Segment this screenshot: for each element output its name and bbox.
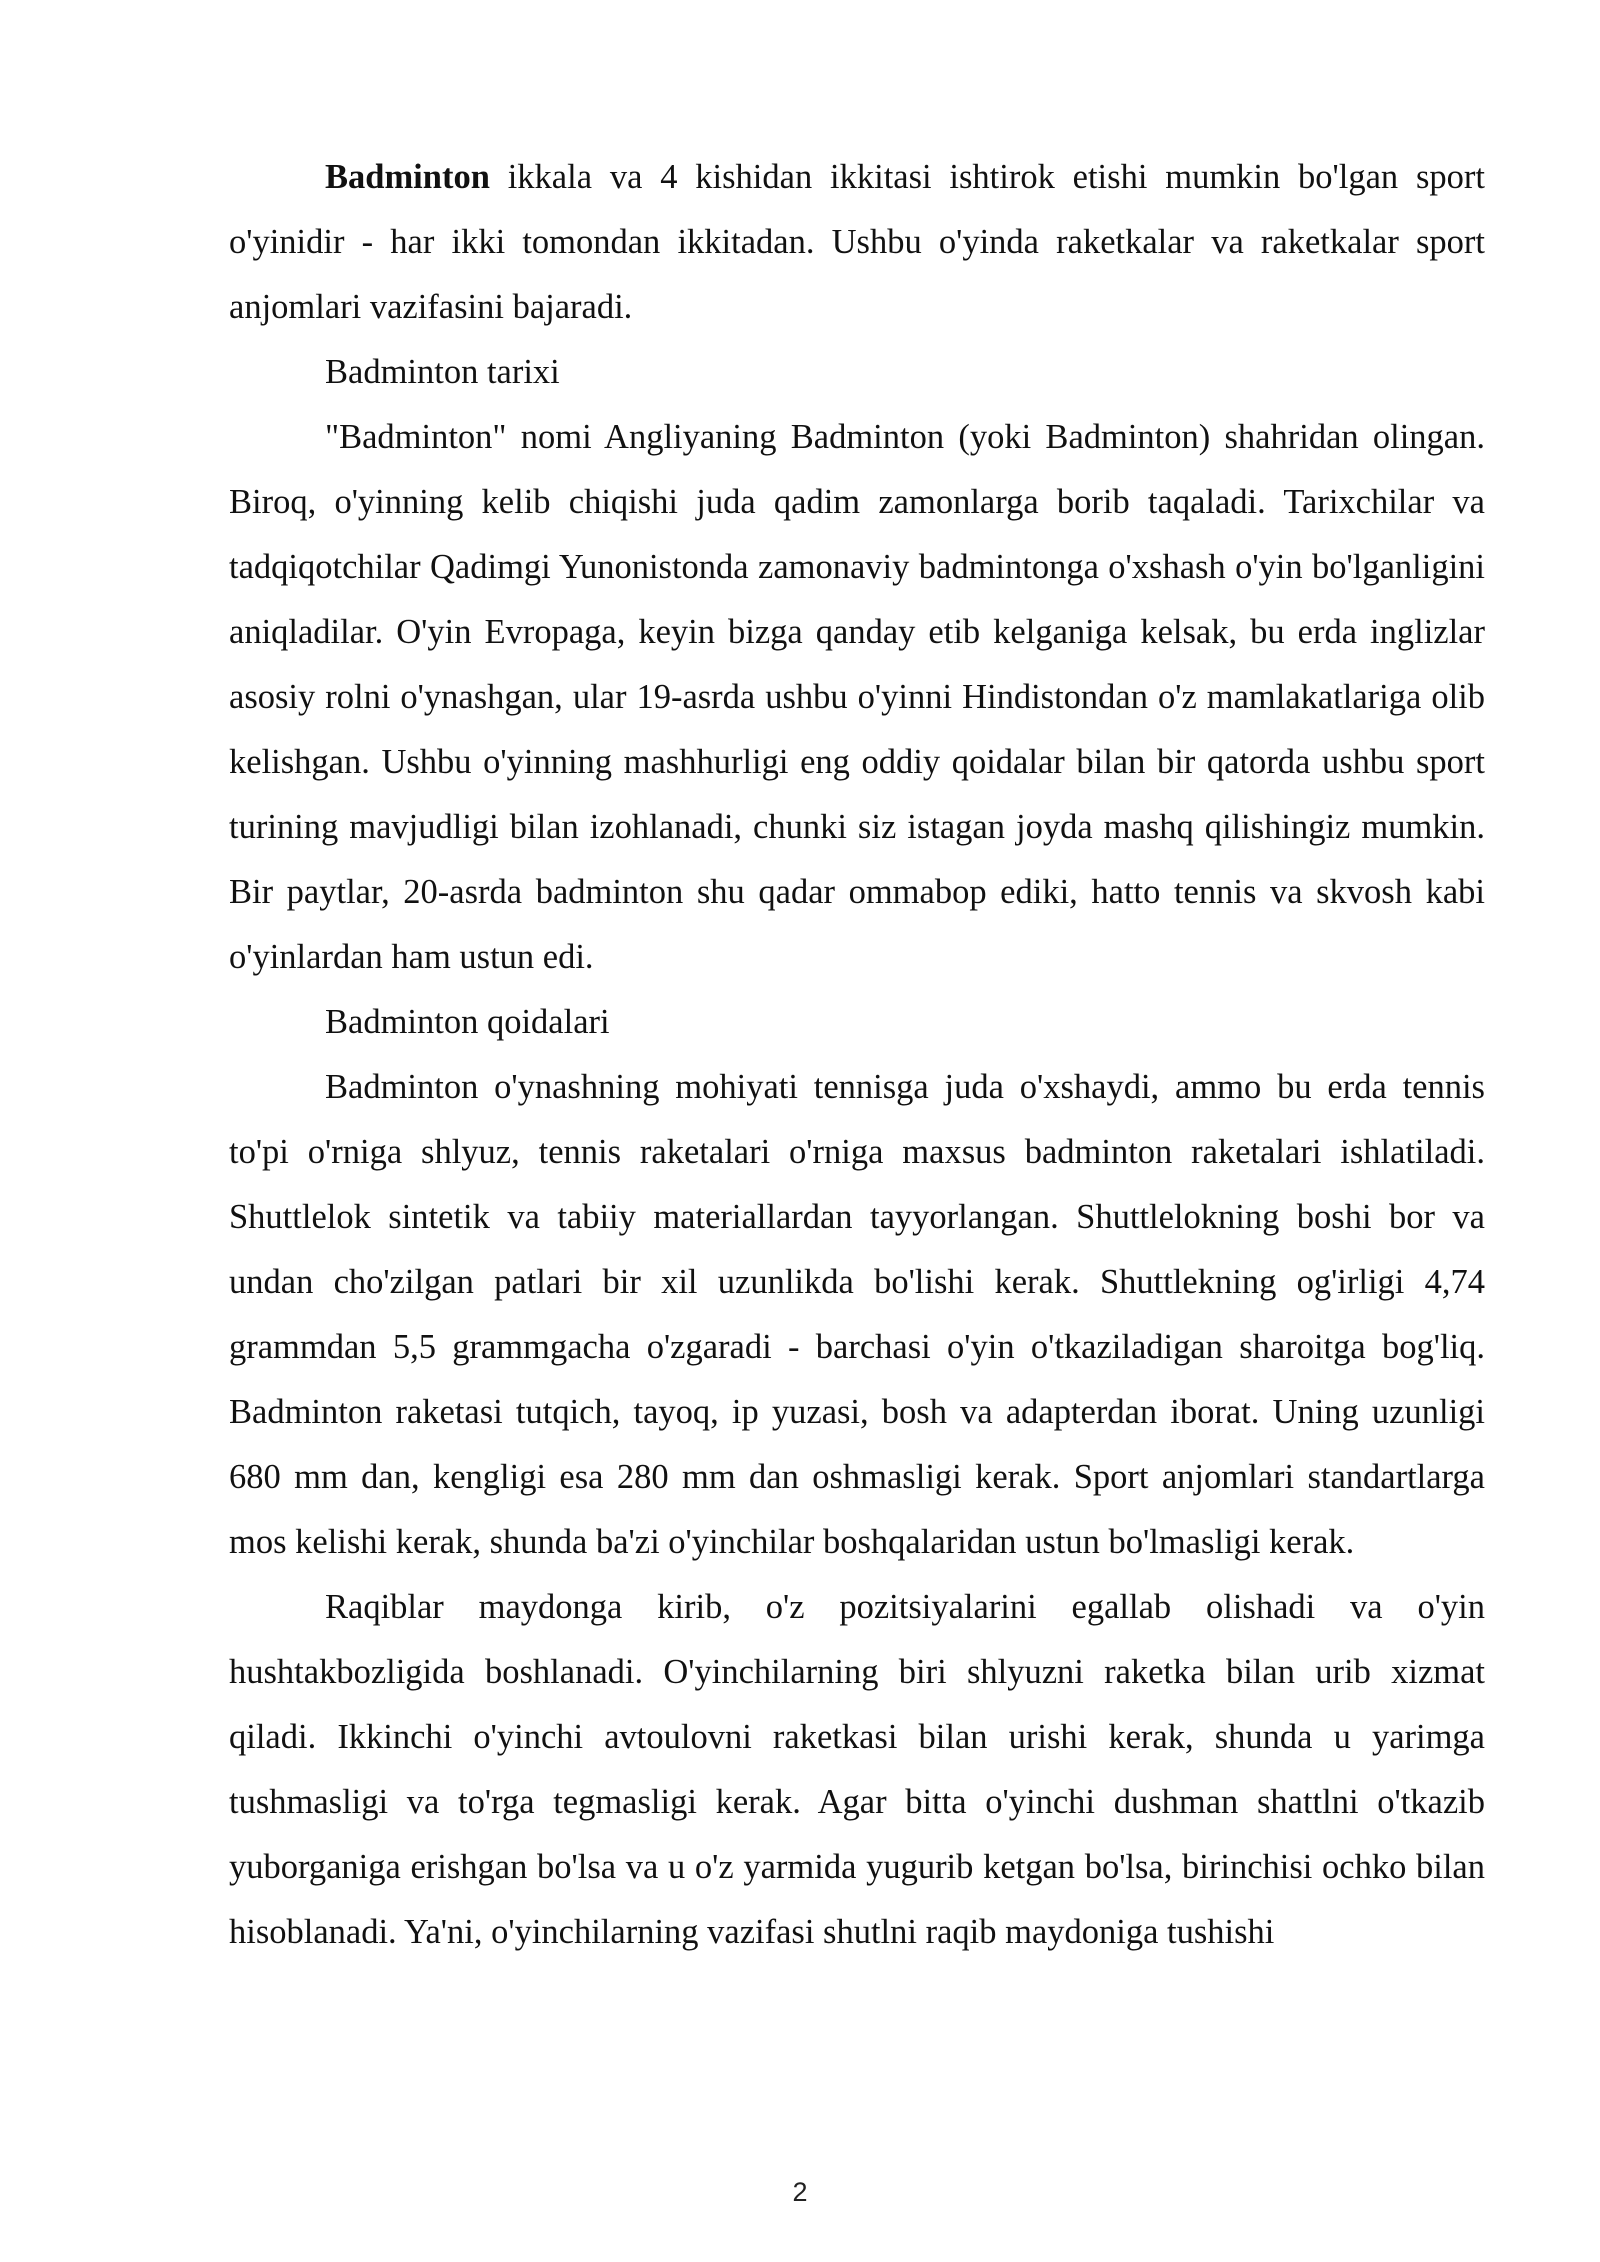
heading-history: Badminton tarixi <box>325 353 560 391</box>
history-paragraph: "Badminton" nomi Angliyaning Badminton (yoki Badminton) shahridan olingan. Biroq, o'yinning kelib chiqishi juda qadim zamonlarga borib taqaladi. Tarixchilar va tadqiqotchilar Qadimgi Yunonistonda zamonaviy badmintonga o'xshash o'yin bo'lganligini aniqladilar. O'yin Evropaga, keyin bizga qanday etib kelganiga kelsak, bu erda inglizlar asosiy rolni o'ynashgan, ular 19-asrda ushbu o'yinni Hindistondan o'z mamlakatlariga olib kelishgan. Ushbu o'yinning mashhurligi eng oddiy qoidalar bilan bir qatorda ushbu sport turining mavjudligi bilan izohlanadi, chunki siz istagan joyda mashq qilishingiz mumkin. Bir paytlar, 20-asrda badminton shu qadar ommabop ediki, hatto tennis va skvosh kabi o'yinlardan ham ustun edi. <box>229 418 1485 976</box>
game-paragraph: Raqiblar maydonga kirib, o'z pozitsiyalarini egallab olishadi va o'yin hushtakbozligida boshlanadi. O'yinchilarning biri shlyuzni raketka bilan urib xizmat qiladi. Ikkinchi o'yinchi avtoulovni raketkasi bilan urishi kerak, shunda u yarimga tushmasligi va to'rga tegmasligi kerak. Agar bitta o'yinchi dushman shattlni o'tkazib yuborganiga erishgan bo'lsa va u o'z yarmida yugurib ketgan bo'lsa, birinchisi ochko bilan hisoblanadi. Ya'ni, o'yinchilarning vazifasi shutlni raqib maydoniga tushishi <box>229 1588 1485 1951</box>
intro-text: ikkala va 4 kishidan ikkitasi ishtirok etishi mumkin bo'lgan sport o'yinidir - har ikki tomondan ikkitadan. Ushbu o'yinda raketkalar va raketkalar sport anjomlari vazifasini bajaradi. <box>229 158 1485 326</box>
intro-bold-term: Badminton <box>325 158 490 196</box>
rules-paragraph: Badminton o'ynashning mohiyati tennisga juda o'xshaydi, ammo bu erda tennis to'pi o'rniga shlyuz, tennis raketalari o'rniga maxsus badminton raketalari ishlatiladi. Shuttlelok sintetik va tabiiy materiallardan tayyorlangan. Shuttlelokning boshi bor va undan cho'zilgan patlari bir xil uzunlikda bo'lishi kerak. Shuttlekning og'irligi 4,74 grammdan 5,5 grammgacha o'zgaradi - barchasi o'yin o'tkaziladigan sharoitga bog'liq. Badminton raketasi tutqich, tayoq, ip yuzasi, bosh va adapterdan iborat. Uning uzunligi 680 mm dan, kengligi esa 280 mm dan oshmasligi kerak. Sport anjomlari standartlarga mos kelishi kerak, shunda ba'zi o'yinchilar boshqalaridan ustun bo'lmasligi kerak. <box>229 1068 1485 1561</box>
heading-rules: Badminton qoidalari <box>325 1003 610 1041</box>
page-number: 2 <box>792 2177 808 2207</box>
intro-paragraph <box>229 145 1485 340</box>
document-page <box>229 145 1485 1965</box>
